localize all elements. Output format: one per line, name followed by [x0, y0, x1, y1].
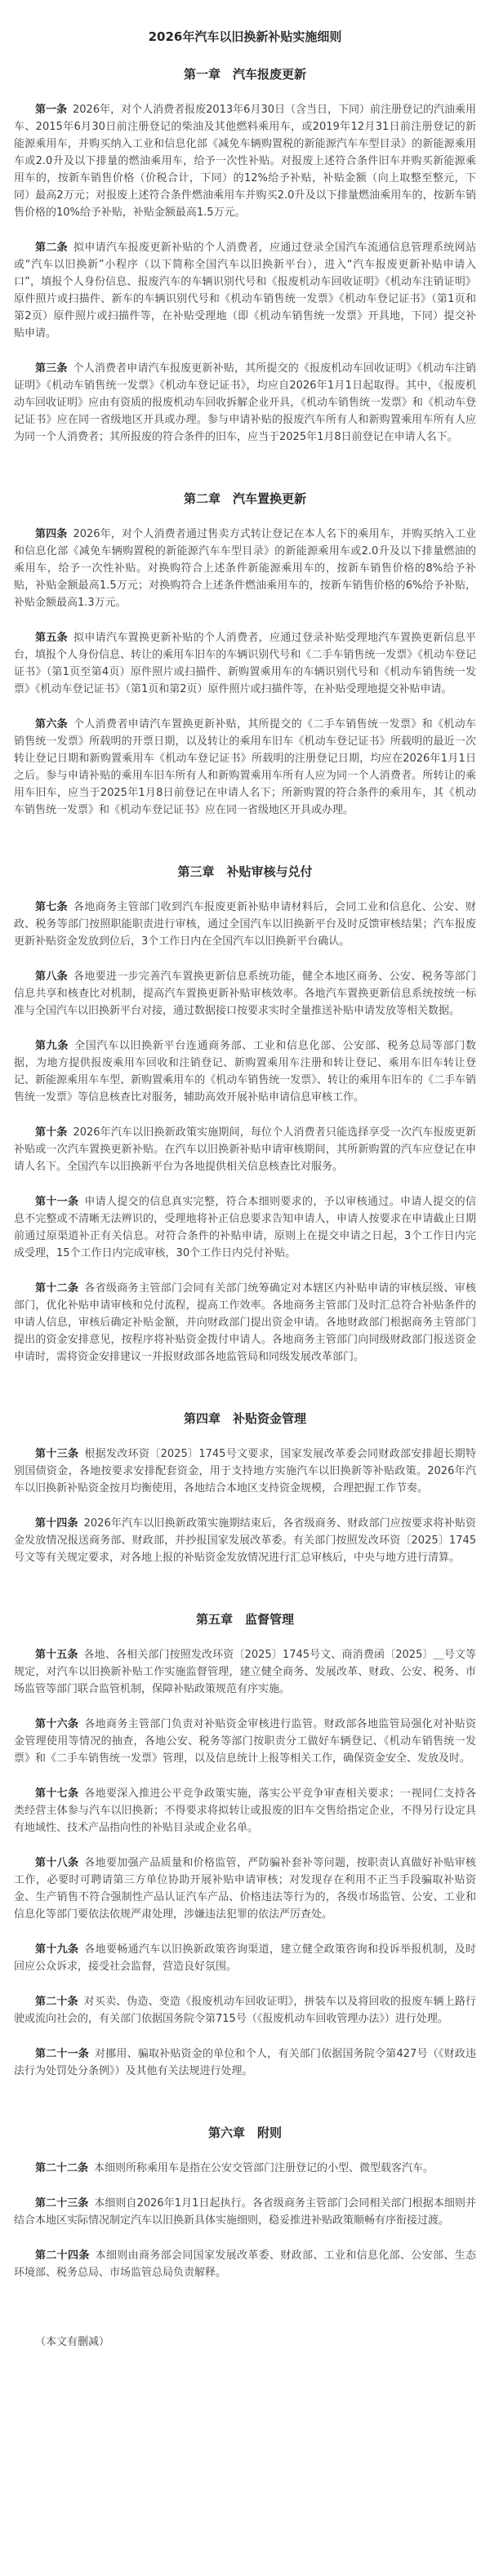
article-2-text: 拟申请汽车报废更新补贴的个人消费者，应通过登录全国汽车流通信息管理系统网站或“汽车以旧换新”小程序（以下简称全国汽车以旧换新平台），进入“汽车报废更新补贴申请入口”，填报个人身份信息、报废汽车的车辆识别代号和《报废机动车回收证明》《机动车注销证明》原件照片或扫描件、新车的车辆识别代号和《机动车销售统一发票》《机动车登记证书》（第1页和第2页）原件照片或扫描件等，在补贴受理地（即《机动车销售统一发票》开具地，下同）提交补贴申请。 [14, 242, 476, 340]
article-9 [14, 1037, 476, 1106]
article-21-number: 第二十一条 [35, 2048, 89, 2060]
article-2 [14, 239, 476, 342]
article-16 [14, 1716, 476, 1767]
article-5-text: 拟申请汽车置换更新补贴的个人消费者，应通过登录补贴受理地汽车置换更新信息平台，填报个人身份信息、转让的乘用车旧车的车辆识别代号和《二手车销售统一发票》《机动车登记证书》（第1页至第4页）原件照片或扫描件、新购置乘用车的车辆识别代号和《机动车销售统一发票》《机动车登记证书》（第1页和第2页）原件照片或扫描件等，在补贴受理地提交补贴申请。 [14, 632, 476, 695]
chapter-6-heading: 第六章 附则 [207, 2125, 282, 2140]
article-19-number: 第十九条 [35, 1943, 79, 1956]
article-17-number: 第十七条 [35, 1788, 79, 1800]
chapter-3-heading: 第三章 补贴审核与兑付 [177, 864, 313, 879]
article-8-text: 各地要进一步完善汽车置换更新信息系统功能，健全本地区商务、公安、税务等部门信息共享和核查比对机制，提高汽车置换更新补贴审核效率。各地汽车置换更新信息系统按统一标准与全国汽车以旧换新平台对接，通过数据接口按要求实时全量推送补贴申请发放等相关数据。 [14, 970, 476, 1017]
article-11 [14, 1193, 476, 1262]
article-10-text: 2026年汽车以旧换新政策实施期间，每位个人消费者只能选择享受一次汽车报废更新补贴或一次汽车置换更新补贴。在汽车以旧换新补贴申请审核期间，其所新购置的汽车应登记在申请人名下。全国汽车以旧换新平台为各地提供相关信息核查比对服务。 [14, 1126, 476, 1173]
article-9-number: 第九条 [35, 1040, 69, 1052]
article-22-number: 第二十二条 [35, 2162, 89, 2174]
article-7-number: 第七条 [35, 901, 68, 913]
article-11-number: 第十一条 [35, 1196, 79, 1208]
article-24 [14, 2247, 476, 2281]
document-title: 2026年汽车以旧换新补贴实施细则 [148, 29, 342, 44]
article-15-text: 各地、各相关部门按照发改环资〔2025〕1745号文、商消费函〔2025〕＿号文等规定，对汽车以旧换新补贴工作实施监督管理，建立健全商务、发展改革、财政、公安、税务、市场监管等部门联合监管机制，保障补贴政策规范有序实施。 [14, 1649, 476, 1695]
article-6-number: 第六条 [35, 718, 68, 731]
article-14-text: 2026年汽车以旧换新政策实施期结束后，各省级商务、财政部门应按要求将补贴资金发放情况报送商务部、财政部，并抄报国家发展改革委。有关部门按照发改环资〔2025〕1745号文等有关规定要求，对各地上报的补贴资金发放情况进行汇总审核后，中央与地方进行清算。 [14, 1517, 476, 1564]
article-5 [14, 629, 476, 698]
article-12 [14, 1280, 476, 1366]
article-13-number: 第十三条 [35, 1448, 79, 1460]
article-4-number: 第四条 [35, 528, 68, 540]
article-23-number: 第二十三条 [35, 2197, 89, 2210]
article-2-number: 第二条 [35, 242, 68, 254]
chapter-1-heading: 第一章 汽车报废更新 [183, 67, 306, 82]
article-8 [14, 968, 476, 1019]
article-21 [14, 2045, 476, 2080]
article-1-text: 2026年，对个人消费者报废2013年6月30日（含当日，下同）前注册登记的汽油乘用车、2015年6月30日前注册登记的柴油及其他燃料乘用车，或2019年12月31日前注册登记的新能源乘用车，并购买纳入工业和信息化部《减免车辆购置税的新能源汽车车型目录》的新能源乘用车或2.0升及以下排量的燃油乘用车，给予一次性补贴。对报废上述符合条件旧车并购买新能源乘用车的，按新车销售价格（价税合计，下同）的12%给予补贴，补贴金额（向上取整至整元，下同）最高2万元；对报废上述符合条件燃油乘用车并购买2.0升及以下排量燃油乘用车的，按新车销售价格的10%给予补贴，补贴金额最高1.5万元。 [14, 104, 476, 219]
article-21-text: 对挪用、骗取补贴资金的单位和个人，有关部门依据国务院令第427号（《财政违法行为处罚处分条例》）及其他有关法规进行处理。 [14, 2048, 476, 2077]
article-4 [14, 526, 476, 611]
article-18-text: 各地要加强产品质量和价格监管，严防骗补套补等问题，按职责认真做好补贴审核工作，必要时可聘请第三方单位协助开展补贴申请审核；对发现存在利用不正当手段骗取补贴资金、生产销售不符合强制性产品认证汽车产品、价格违法等行为的，各级市场监管、公安、工业和信息化等部门要依法依规严肃处理，涉嫌违法犯罪的依法严厉查处。 [14, 1857, 476, 1921]
article-12-text: 各省级商务主管部门会同有关部门统筹确定对本辖区内补贴申请的审核层级、审核部门，优化补贴申请审核和兑付流程，提高工作效率。各地商务主管部门及时汇总符合补贴条件的申请人信息，审核后确定补贴金额，并向财政部门提出资金申请。各地财政部门根据商务主管部门提出的资金安排意见，按程序将补贴资金拨付申请人。各地商务主管部门向同级财政部门报送资金申请时，需将资金安排建议一并报财政部各地监管局和同级发展改革部门。 [14, 1282, 476, 1363]
article-20-text: 对买卖、伪造、变造《报废机动车回收证明》，拼装车以及将回收的报废车辆上路行驶或流向社会的，有关部门依据国务院令第715号（《报废机动车回收管理办法》）进行处理。 [14, 1996, 476, 2025]
article-20-number: 第二十条 [35, 1996, 78, 2008]
article-8-number: 第八条 [35, 970, 68, 983]
article-9-text: 全国汽车以旧换新平台连通商务部、工业和信息化部、公安部、税务总局等部门数据，为地方提供报废乘用车回收和注销登记、新购置乘用车注册和转让登记、乘用车旧车转让登记、新能源乘用车车型、新购置乘用车的《机动车销售统一发票》、转让的乘用车旧车的《二手车销售统一发票》等信息核查比对服务，辅助高效开展补贴申请信息审核工作。 [14, 1040, 476, 1104]
article-14-number: 第十四条 [35, 1517, 78, 1530]
article-1-number: 第一条 [35, 104, 68, 116]
article-13-text: 根据发改环资〔2025〕1745号文要求，国家发展改革委会同财政部安排超长期特别国债资金，各地按要求安排配套资金，用于支持地方实施汽车以旧换新等补贴政策。2026年汽车以旧换新补贴资金按月均衡使用，各地结合本地区支持资金规模，合理把握工作节奏。 [14, 1448, 476, 1495]
article-23 [14, 2195, 476, 2229]
article-24-number: 第二十四条 [35, 2250, 90, 2262]
article-10-number: 第十条 [35, 1126, 68, 1139]
article-7-text: 各地商务主管部门收到汽车报废更新补贴申请材料后，会同工业和信息化、公安、财政、税务等部门按照职能职责进行审核，通过全国汽车以旧换新平台及时反馈审核结果；汽车报废更新补贴资金发放到位后，3个工作日内在全国汽车以旧换新平台确认。 [14, 901, 476, 948]
article-3 [14, 360, 476, 446]
article-13 [14, 1446, 476, 1497]
article-14 [14, 1515, 476, 1566]
article-3-text: 个人消费者申请汽车报废更新补贴，其所提交的《报废机动车回收证明》《机动车注销证明》《机动车销售统一发票》《机动车登记证书》，均应自2026年1月1日起取得。其中，《报废机动车回收证明》应由有资质的报废机动车回收拆解企业开具，《机动车销售统一发票》和《机动车登记证书》应在同一省级地区开具或办理。参与申请补贴的报废汽车所有人和新购置乘用车所有人应为同一个人消费者；其所报废的符合条件的旧车，应当于2025年1月8日前登记在申请人名下。 [14, 362, 476, 443]
article-18-number: 第十八条 [35, 1857, 79, 1869]
article-3-number: 第三条 [35, 362, 68, 375]
article-24-text: 本细则由商务部会同国家发展改革委、财政部、工业和信息化部、公安部、生态环境部、税务总局、市场监管总局负责解释。 [14, 2250, 476, 2279]
article-19-text: 各地要畅通汽车以旧换新政策咨询渠道，建立健全政策咨询和投诉举报机制，及时回应公众诉求，接受社会监督，营造良好氛围。 [14, 1943, 476, 1973]
article-6 [14, 716, 476, 819]
article-16-number: 第十六条 [35, 1718, 79, 1730]
article-5-number: 第五条 [35, 632, 68, 644]
article-11-text: 申请人提交的信息真实完整，符合本细则要求的，予以审核通过。申请人提交的信息不完整或不清晰无法辨识的，受理地将补正信息要求告知申请人，申请人按要求在申请截止日期前通过原渠道补正有关信息。对符合条件的补贴申请，原则上在提交申请之日起，3个工作日内完成受理，15个工作日内完成审核，30个工作日内兑付补贴。 [14, 1196, 476, 1259]
article-12-number: 第十二条 [35, 1282, 79, 1295]
article-6-text: 个人消费者申请汽车置换更新补贴，其所提交的《二手车销售统一发票》和《机动车销售统一发票》所载明的开票日期，以及转让的乘用车旧车《机动车登记证书》所载明的最近一次转让登记日期和新购置乘用车《机动车登记证书》所载明的注册登记日期，均应在2026年1月1日之后。参与申请补贴的乘用车旧车所有人和新购置乘用车所有人应为同一个人消费者。所转让的乘用车旧车，应当于2025年1月8日前登记在申请人名下；所新购置的符合条件的乘用车，其《机动车销售统一发票》和《机动车登记证书》应在同一省级地区开具或办理。 [14, 718, 476, 816]
article-22 [14, 2160, 476, 2177]
article-23-text: 本细则自2026年1月1日起执行。各省级商务主管部门会同相关部门根据本细则并结合本地区实际情况制定汽车以旧换新具体实施细则，稳妥推进补贴政策顺畅有序衔接过渡。 [14, 2197, 476, 2227]
chapter-5-heading: 第五章 监督管理 [195, 1612, 294, 1627]
article-7 [14, 899, 476, 950]
article-15 [14, 1646, 476, 1698]
article-18 [14, 1854, 476, 1923]
article-16-text: 各地商务主管部门负责对补贴资金审核进行监管。财政部各地监管局强化对补贴资金管理使用等情况的抽查，各地公安、税务等部门按职责分工做好车辆登记、《机动车销售统一发票》和《二手车销售统一发票》管理，以及信息统计上报等相关工作，确保资金安全、发放及时。 [14, 1718, 476, 1765]
footer-note: （本文有删减） [35, 2336, 110, 2348]
chapter-2-heading: 第二章 汽车置换更新 [183, 491, 306, 506]
article-1 [14, 101, 476, 221]
article-10 [14, 1124, 476, 1175]
article-15-number: 第十五条 [35, 1649, 78, 1661]
article-17-text: 各地要深入推进公平竞争政策实施，落实公平竞争审查相关要求；一视同仁支持各类经营主体参与汽车以旧换新；不得要求将拟转让或报废的旧车交售给指定企业，不得另行设定具有地域性、技术产品指向性的补贴目录或企业名单。 [14, 1788, 476, 1834]
chapter-4-heading: 第四章 补贴资金管理 [183, 1411, 306, 1426]
article-22-text: 本细则所称乘用车是指在公安交管部门注册登记的小型、微型载客汽车。 [94, 2162, 434, 2174]
article-17 [14, 1785, 476, 1837]
article-4-text: 2026年，对个人消费者通过售卖方式转让登记在本人名下的乘用车，并购买纳入工业和信息化部《减免车辆购置税的新能源汽车车型目录》的新能源乘用车或2.0升及以下排量燃油的乘用车，给予一次性补贴。对换购符合上述条件新能源乘用车的，按新车销售价格的8%给予补贴，补贴金额最高1.5万元；对换购符合上述条件燃油乘用车的，按新车销售价格的6%给予补贴，补贴金额最高1.3万元。 [14, 528, 476, 609]
article-20 [14, 1993, 476, 2027]
article-19 [14, 1941, 476, 1975]
